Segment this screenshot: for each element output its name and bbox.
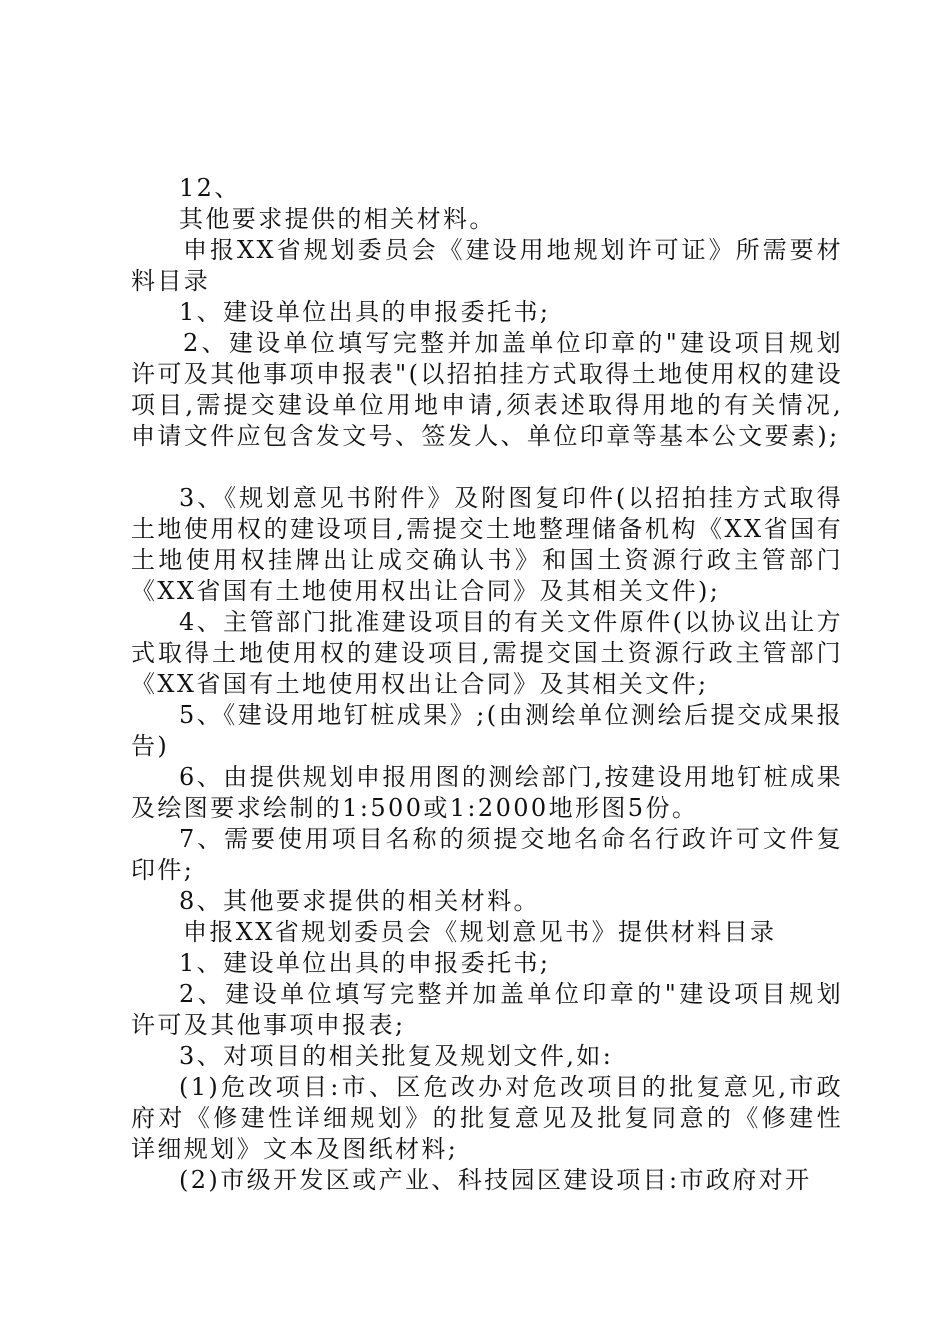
list-item: 6、由提供规划申报用图的测绘部门,按建设用地钉桩成果及绘图要求绘制的1:500或1:2000地形图5份。 [131, 763, 843, 822]
document-body [131, 173, 843, 1196]
list-item: 1、建设单位出具的申报委托书; [179, 298, 551, 326]
list-item: 4、主管部门批准建设项目的有关文件原件(以协议出让方式取得土地使用权的建设项目,需提交国土资源行政主管部门《XX省国有土地使用权出让合同》及其相关文件; [131, 608, 843, 698]
list-item: 2、建设单位填写完整并加盖单位印章的"建设项目规划许可及其他事项申报表; [131, 980, 843, 1039]
sub-list-item: (2)市级开发区或产业、科技园区建设项目:市政府对开 [179, 1166, 812, 1194]
list-item: 2、建设单位填写完整并加盖单位印章的"建设项目规划许可及其他事项申报表"(以招拍挂方式取得土地使用权的建设项目,需提交建设单位用地申请,须表述取得用地的有关情况,申请文件应包含发文号、签发人、单位印章等基本公文要素); [131, 329, 843, 450]
list-item: 8、其他要求提供的相关材料。 [179, 887, 540, 915]
list-item: 3、对项目的相关批复及规划文件,如: [179, 1042, 614, 1070]
list-item: 1、建设单位出具的申报委托书; [179, 949, 551, 977]
section-heading-land-permit: 申报XX省规划委员会《建设用地规划许可证》所需要材料目录 [131, 236, 843, 295]
list-item: 5、《建设用地钉桩成果》;(由测绘单位测绘后提交成果报告) [131, 701, 843, 760]
list-item: 7、需要使用项目名称的须提交地名命名行政许可文件复印件; [131, 825, 843, 884]
paragraph-item-number: 12、 [179, 174, 241, 202]
section-heading-planning-opinion: 申报XX省规划委员会《规划意见书》提供材料目录 [183, 918, 777, 946]
sub-list-item: (1)危改项目:市、区危改办对危改项目的批复意见,市政府对《修建性详细规划》的批复意见及批复同意的《修建性详细规划》文本及图纸材料; [131, 1073, 843, 1163]
paragraph-other-materials: 其他要求提供的相关材料。 [179, 205, 496, 233]
list-item: 3、《规划意见书附件》及附图复印件(以招拍挂方式取得土地使用权的建设项目,需提交土地整理储备机构《XX省国有土地使用权挂牌出让成交确认书》和国土资源行政主管部门《XX省国有土地使用权出让合同》及其相关文件); [131, 484, 843, 605]
